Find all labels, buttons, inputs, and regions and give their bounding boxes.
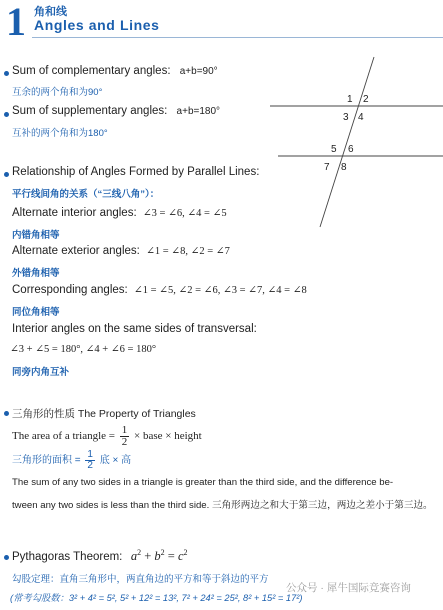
chapter-title-cn: 角和线 (34, 6, 67, 18)
pythagoras-formula: $a^2 + b^2 = c^2$ (130, 547, 188, 563)
parallel-heading-cn: 平行线间角的关系（“三线八角”）： (12, 189, 160, 200)
alternate-interior-label: Alternate interior angles: (12, 207, 137, 219)
triangle-area-cn-fraction (85, 450, 95, 471)
corresponding-row (12, 284, 307, 296)
corresponding-formula: ∠1 = ∠5, ∠2 = ∠6, ∠3 = ∠7, ∠4 = ∠8 (133, 285, 307, 296)
chapter-title-en: Angles and Lines (34, 17, 160, 33)
alternate-exterior-label: Alternate exterior angles: (12, 245, 140, 257)
corresponding-cn: 同位角相等 (12, 307, 60, 318)
supplementary-cn: 互补的两个角和为180° (12, 128, 108, 139)
angle-label-6: 6 (348, 144, 354, 155)
parallel-heading: Relationship of Angles Formed by Parallel Lines: (12, 166, 260, 178)
supplementary-label (12, 105, 220, 117)
alternate-exterior-row (12, 245, 230, 257)
angle-label-3: 3 (343, 112, 349, 123)
triangle-area-cn-prefix: 三角形的面积 = (12, 455, 81, 467)
supplementary-formula: a+b=180° (176, 106, 221, 117)
alternate-interior-row (12, 207, 227, 219)
angle-label-2: 2 (363, 94, 369, 105)
pythagoras-examples: (常考勾股数：3² + 4² = 5², 5² + 12² = 13², 7² + 24² = 25², 8² + 15² = 17²) (10, 593, 303, 603)
fraction-denominator: 2 (121, 436, 128, 448)
bullet-supplementary (4, 112, 9, 117)
angle-label-8: 8 (341, 162, 347, 173)
triangle-area-suffix: × base × height (134, 430, 202, 443)
alternate-interior-cn: 内错角相等 (12, 230, 60, 241)
angle-label-5: 5 (331, 144, 337, 155)
angle-label-4: 4 (358, 112, 364, 123)
formula-a: a (130, 549, 138, 563)
header-divider (32, 37, 443, 38)
complementary-text: Sum of complementary angles: (12, 65, 171, 77)
same-side-cn: 同旁内角互补 (12, 367, 70, 378)
alternate-exterior-formula: ∠1 = ∠8, ∠2 = ∠7 (146, 246, 230, 257)
pythagoras-row (12, 547, 188, 565)
triangle-sides-line2: tween any two sides is less than the third side. 三角形两边之和大于第三边，两边之差小于第三边。 (12, 500, 433, 511)
pythagoras-cn: 勾股定理：直角三角形中，两直角边的平方和等于斜边的平方 (12, 574, 269, 585)
complementary-cn: 互余的两个角和为90° (12, 87, 103, 98)
exp-c: 2 (183, 547, 188, 557)
triangle-area-cn-suffix: 底 × 高 (99, 455, 132, 467)
triangles-heading: 三角形的性质 The Property of Triangles (12, 408, 196, 420)
pythagoras-label: Pythagoras Theorem: (12, 551, 123, 563)
triangle-area-row (12, 425, 202, 448)
triangle-sides-line1: The sum of any two sides in a triangle is greater than the third side, and the difference be- (12, 477, 394, 488)
formula-b: b (154, 549, 161, 563)
transversal-line (320, 57, 374, 227)
formula-c: c (177, 549, 184, 563)
fraction-cn-numerator: 1 (87, 449, 93, 460)
triangle-area-cn-row (12, 450, 131, 471)
bullet-triangles (4, 411, 9, 416)
exp-a: 2 (137, 547, 142, 557)
bullet-pythagoras (4, 555, 9, 560)
alternate-exterior-cn: 外错角相等 (12, 268, 60, 279)
same-side-label: Interior angles on the same sides of transversal: (12, 323, 257, 335)
exp-b: 2 (160, 547, 165, 557)
parallel-lines-diagram (270, 55, 443, 235)
fraction-numerator: 1 (121, 424, 128, 436)
supplementary-text: Sum of supplementary angles: (12, 105, 168, 117)
triangle-area-fraction (120, 425, 130, 448)
angle-label-1: 1 (347, 94, 353, 105)
angle-label-7: 7 (324, 162, 330, 173)
watermark: 公众号 · 犀牛国际竞赛咨询 (286, 582, 411, 594)
triangle-area-prefix: The area of a triangle = (12, 430, 116, 443)
complementary-formula: a+b=90° (179, 66, 218, 77)
fraction-cn-denominator: 2 (87, 460, 93, 471)
chapter-number: 1 (6, 0, 26, 44)
complementary-label (12, 65, 218, 77)
bullet-complementary (4, 71, 9, 76)
corresponding-label: Corresponding angles: (12, 284, 128, 296)
bullet-parallel (4, 172, 9, 177)
alternate-interior-formula: ∠3 = ∠6, ∠4 = ∠5 (142, 208, 227, 219)
same-side-formula: ∠3 + ∠5 = 180°, ∠4 + ∠6 = 180° (10, 344, 157, 355)
